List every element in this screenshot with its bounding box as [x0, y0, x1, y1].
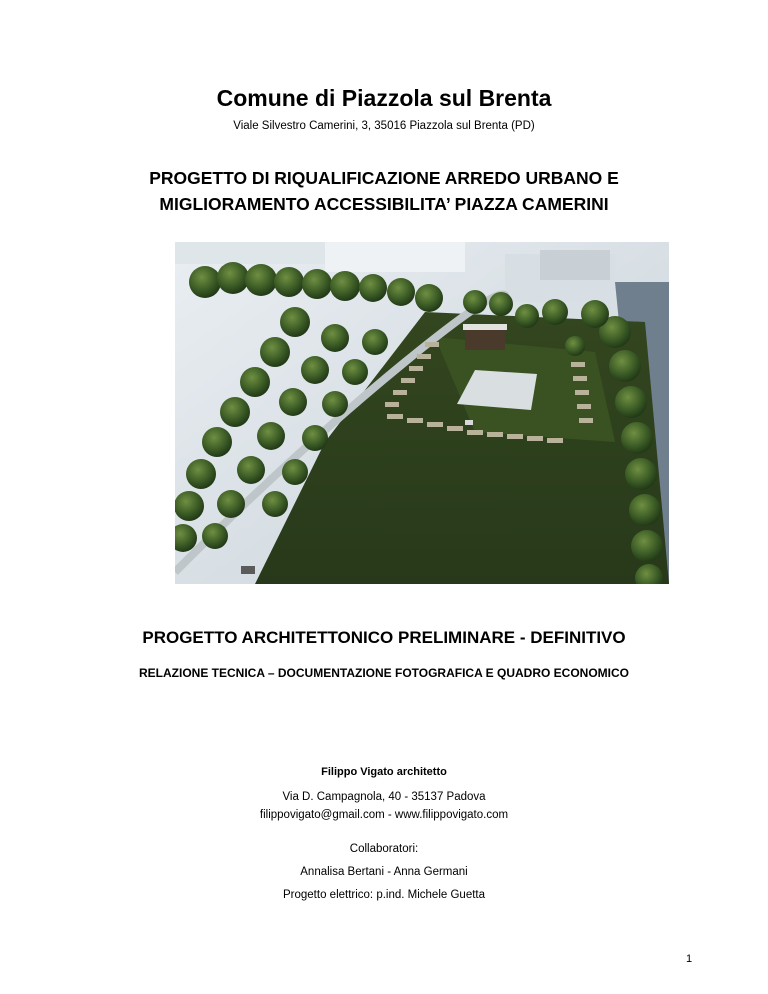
electrical-design: Progetto elettrico: p.ind. Michele Guetta [283, 889, 485, 901]
document-stage: PROGETTO ARCHITETTONICO PRELIMINARE - DEFINITIVO [142, 628, 626, 647]
project-title [0, 165, 768, 217]
municipality-address: Viale Silvestro Camerini, 3, 35016 Piazzola sul Brenta (PD) [233, 120, 535, 132]
author-address: Via D. Campagnola, 40 - 35137 Padova [282, 791, 486, 803]
author-contact: filippovigato@gmail.com - www.filippovigato.com [259, 809, 509, 821]
page-number: 1 [686, 953, 693, 965]
author-name: Filippo Vigato architetto [321, 766, 447, 778]
project-title-line-1: PROGETTO DI RIQUALIFICAZIONE ARREDO URBANO E [149, 168, 619, 188]
project-title-line-2: MIGLIORAMENTO ACCESSIBILITA’ PIAZZA CAMERINI [159, 194, 609, 214]
collaborators-names: Annalisa Bertani - Anna Germani [300, 866, 468, 878]
aerial-render-image [175, 242, 669, 584]
document-title: Comune di Piazzola sul Brenta [216, 85, 552, 111]
document-subtitle: RELAZIONE TECNICA – DOCUMENTAZIONE FOTOGRAFICA E QUADRO ECONOMICO [138, 666, 629, 680]
collaborators-label: Collaboratori: [349, 843, 419, 855]
